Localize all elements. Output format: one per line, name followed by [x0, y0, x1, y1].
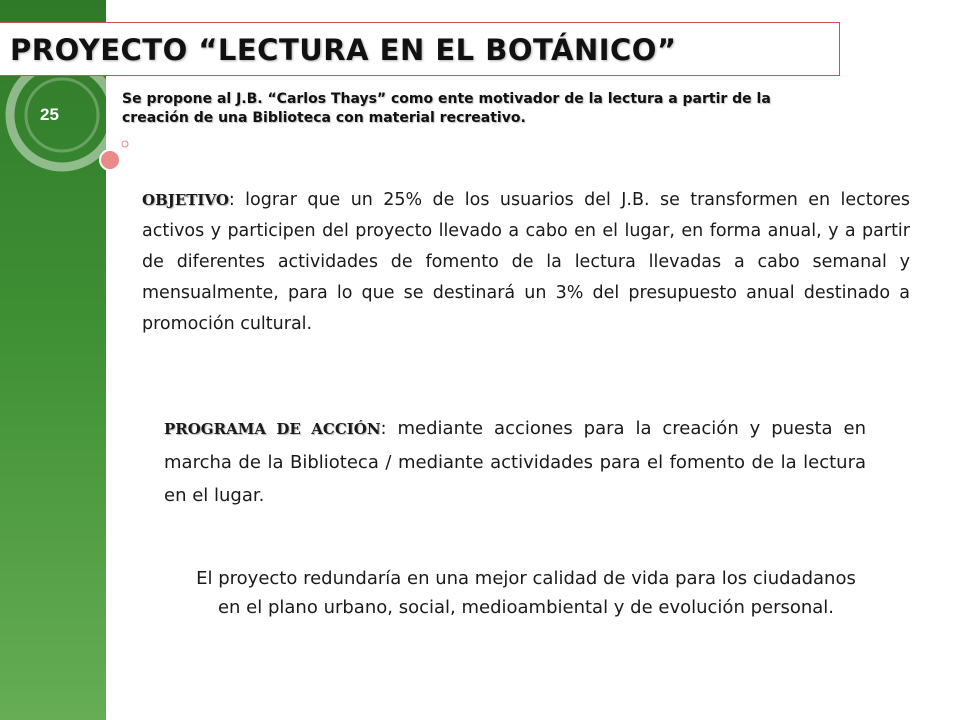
small-ring-icon [26, 79, 98, 151]
objective-text: : lograr que un 25% de los usuarios del J.B. se transformen en lectores activos y participen del proyecto llevado a cabo en el lugar, en forma anual, y a partir de diferentes actividades de fomento de la lectura llevadas a cabo semanal y mensualmente, para lo que se destinará un 3% del presupuesto anual destinado a promoción cultural. [142, 190, 910, 334]
slide-number: 25 [40, 105, 59, 124]
objective-label: OBJETIVO [142, 191, 229, 209]
program-text: : mediante acciones para la creación y puesta en marcha de la Biblioteca / mediante actividades para el fomento de la lectura en el lugar. [164, 418, 866, 506]
pink-bullet-icon [100, 150, 120, 170]
conclusion-paragraph: El proyecto redundaría en una mejor calidad de vida para los ciudadanos en el plano urbano, social, medioambiental y de evolución personal. [196, 568, 856, 618]
title-box [0, 22, 840, 76]
objective-paragraph [142, 185, 910, 340]
small-bullet-icon [122, 141, 128, 147]
program-paragraph [164, 412, 866, 512]
page-title: PROYECTO “LECTURA EN EL BOTÁNICO” [10, 33, 677, 67]
subtitle: Se propone al J.B. “Carlos Thays” como ente motivador de la lectura a partir de la creación de una Biblioteca con material recreativo. [122, 91, 771, 126]
program-label: PROGRAMA DE ACCIÓN [164, 420, 381, 438]
